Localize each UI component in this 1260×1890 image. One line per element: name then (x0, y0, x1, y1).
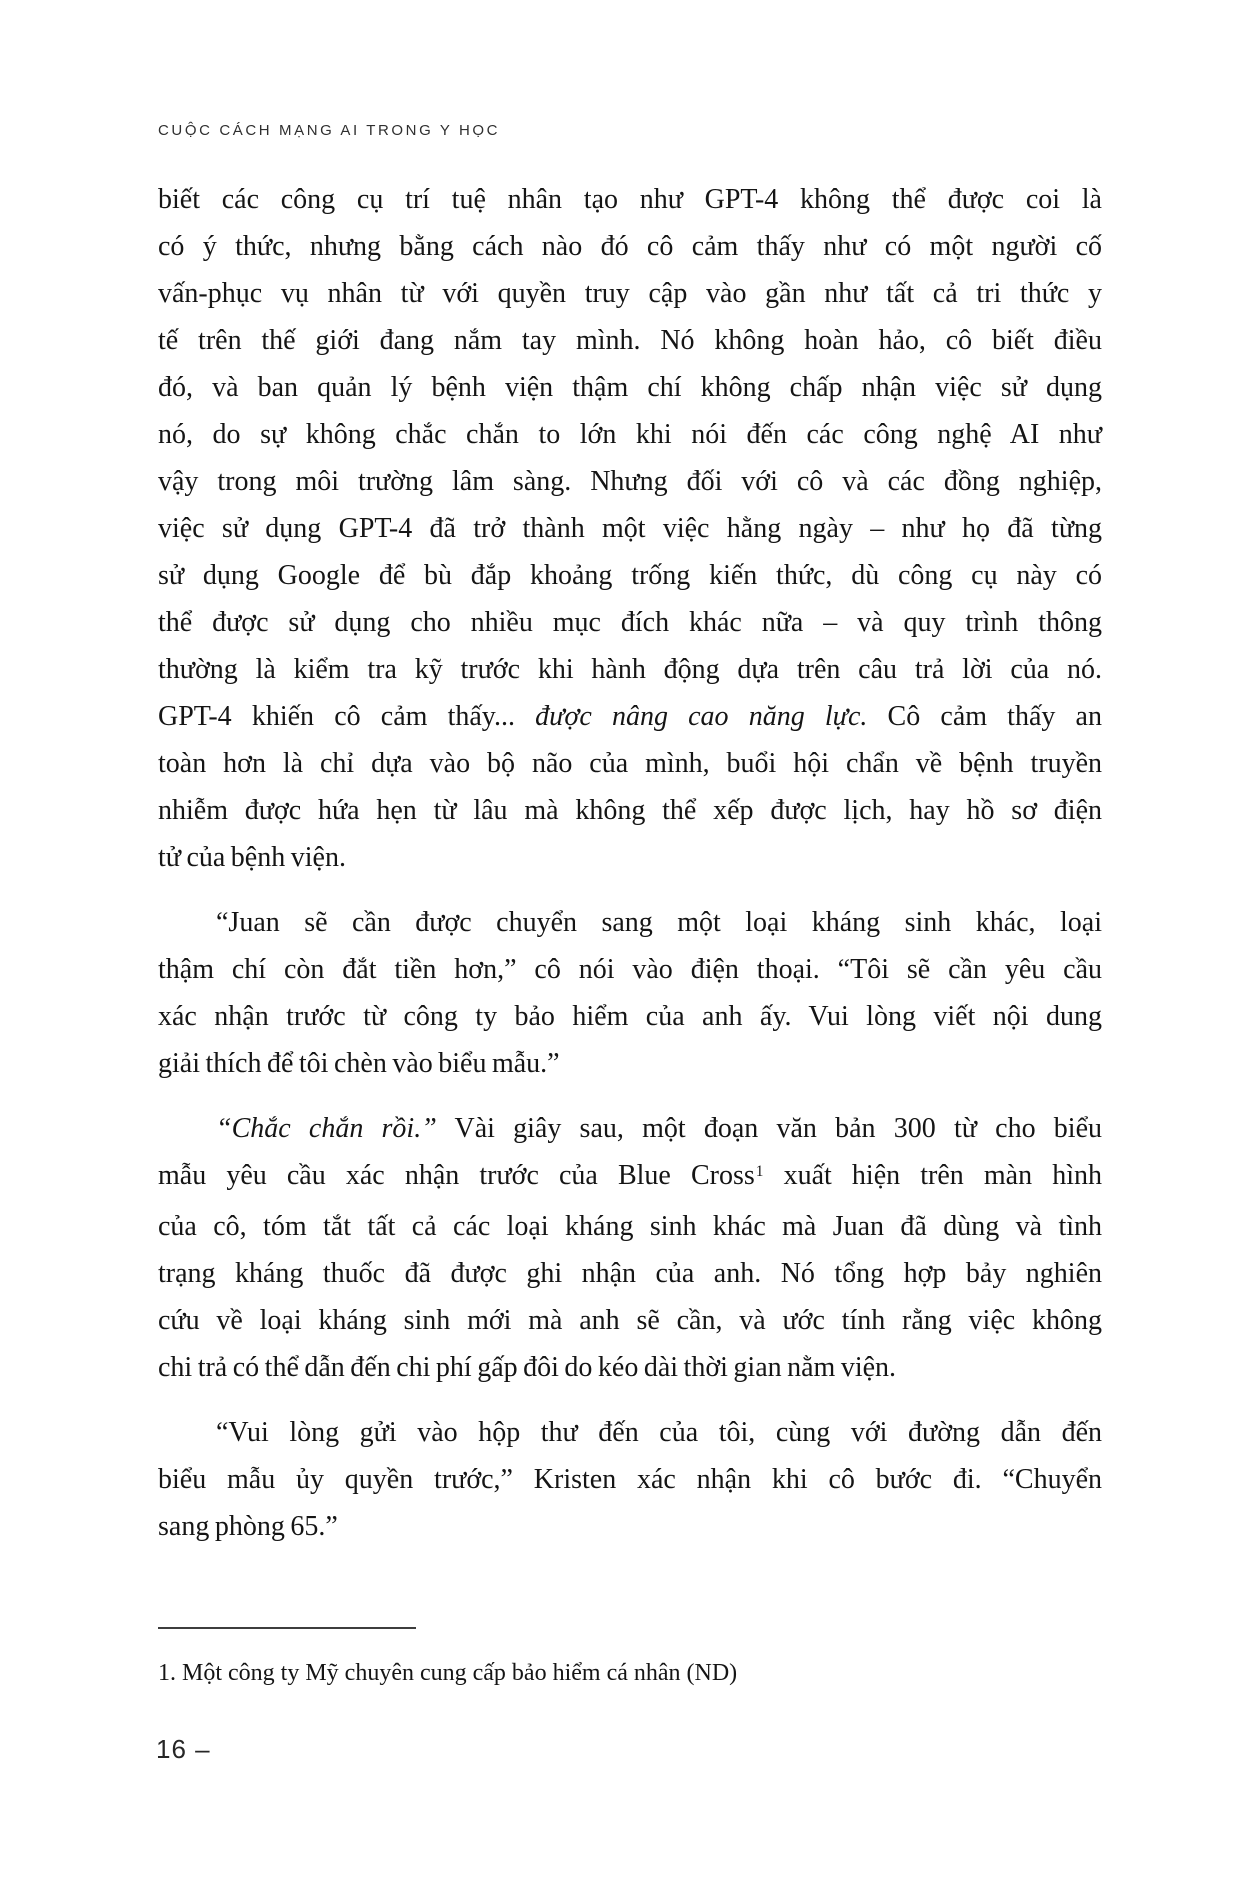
text-line (158, 1297, 1102, 1344)
text-line (158, 993, 1102, 1040)
text-run: “Vui lòng gửi vào hộp thư đến của tôi, cùng với đường dẫn đến (216, 1417, 1102, 1448)
text-run: thể được sử dụng cho nhiều mục đích khác nữa – và quy trình thông (158, 607, 1102, 638)
text-line (158, 1503, 1102, 1550)
text-run: vậy trong môi trường lâm sàng. Nhưng đối với cô và các đồng nghiệp, (158, 466, 1102, 497)
text-line (158, 1250, 1102, 1297)
text-line (158, 317, 1102, 364)
text-line (158, 740, 1102, 787)
text-line (158, 1152, 1102, 1203)
text-line (158, 223, 1102, 270)
text-run: được nâng cao năng lực. (535, 701, 868, 732)
text-line (158, 1203, 1102, 1250)
text-line (158, 1040, 1102, 1087)
text-run: GPT-4 khiến cô cảm thấy... (158, 701, 536, 732)
text-run: thường là kiểm tra kỹ trước khi hành động dựa trên câu trả lời của nó. (158, 654, 1102, 685)
footnote-reference: 1 (755, 1163, 764, 1181)
text-line (158, 1456, 1102, 1503)
paragraph (158, 176, 1102, 881)
text-run: sử dụng Google để bù đắp khoảng trống kiến thức, dù công cụ này có (158, 560, 1102, 591)
text-run: việc sử dụng GPT-4 đã trở thành một việc hằng ngày – như họ đã từng (158, 513, 1102, 544)
paragraph (158, 899, 1102, 1087)
page-number: 16 – (156, 1734, 211, 1764)
text-line (158, 834, 1102, 881)
text-line (158, 1409, 1102, 1456)
text-line (158, 552, 1102, 599)
running-header: CUỘC CÁCH MẠNG AI TRONG Y HỌC (158, 122, 501, 139)
text-run: giải thích để tôi chèn vào biểu mẫu.” (158, 1048, 560, 1079)
text-run: Cô cảm thấy an (867, 701, 1102, 732)
text-run: cứu về loại kháng sinh mới mà anh sẽ cần, và ước tính rằng việc không (158, 1305, 1102, 1336)
body-text (158, 176, 1102, 1550)
text-run: nhiễm được hứa hẹn từ lâu mà không thể xếp được lịch, hay hồ sơ điện (158, 795, 1102, 826)
text-line (158, 946, 1102, 993)
text-run: xác nhận trước từ công ty bảo hiểm của anh ấy. Vui lòng viết nội dung (158, 1001, 1102, 1032)
text-run: xuất hiện trên màn hình (763, 1160, 1102, 1191)
text-run: toàn hơn là chỉ dựa vào bộ não của mình, buổi hội chẩn về bệnh truyền (158, 748, 1102, 779)
text-run: Vài giây sau, một đoạn văn bản 300 từ cho biểu (436, 1113, 1102, 1144)
text-run: đó, và ban quản lý bệnh viện thậm chí không chấp nhận việc sử dụng (158, 372, 1102, 403)
text-run: có ý thức, nhưng bằng cách nào đó cô cảm thấy như có một người cố (158, 231, 1102, 262)
text-run: sang phòng 65.” (158, 1511, 338, 1542)
text-line (158, 458, 1102, 505)
text-run: vấn-phục vụ nhân từ với quyền truy cập vào gần như tất cả tri thức y (158, 278, 1102, 309)
text-line (158, 176, 1102, 223)
text-run: mẫu yêu cầu xác nhận trước của Blue Cross (158, 1160, 755, 1191)
text-run: tử của bệnh viện. (158, 842, 346, 873)
text-line (158, 599, 1102, 646)
footnote-separator (158, 1627, 416, 1629)
text-run: biểu mẫu ủy quyền trước,” Kristen xác nhận khi cô bước đi. “Chuyển (158, 1464, 1102, 1495)
paragraph (158, 1409, 1102, 1550)
text-run: thậm chí còn đắt tiền hơn,” cô nói vào điện thoại. “Tôi sẽ cần yêu cầu (158, 954, 1102, 985)
text-run: nó, do sự không chắc chắn to lớn khi nói đến các công nghệ AI như (158, 419, 1102, 450)
paragraph (158, 1105, 1102, 1391)
text-run: biết các công cụ trí tuệ nhân tạo như GPT-4 không thể được coi là (158, 184, 1102, 215)
text-line (158, 693, 1102, 740)
text-line (158, 505, 1102, 552)
text-line (158, 270, 1102, 317)
text-run: tế trên thế giới đang nắm tay mình. Nó không hoàn hảo, cô biết điều (158, 325, 1102, 356)
text-run: của cô, tóm tắt tất cả các loại kháng sinh khác mà Juan đã dùng và tình (158, 1211, 1102, 1242)
text-line (158, 411, 1102, 458)
text-line (158, 787, 1102, 834)
text-run: chi trả có thể dẫn đến chi phí gấp đôi do kéo dài thời gian nằm viện. (158, 1352, 897, 1383)
text-line (158, 1105, 1102, 1152)
text-line (158, 646, 1102, 693)
text-run: “Juan sẽ cần được chuyển sang một loại kháng sinh khác, loại (216, 907, 1102, 938)
footnote: 1. Một công ty Mỹ chuyên cung cấp bảo hiểm cá nhân (ND) (158, 1660, 738, 1686)
text-run: trạng kháng thuốc đã được ghi nhận của anh. Nó tổng hợp bảy nghiên (158, 1258, 1102, 1289)
text-run: “Chắc chắn rồi.” (216, 1113, 437, 1144)
text-line (158, 899, 1102, 946)
text-line (158, 364, 1102, 411)
text-line (158, 1344, 1102, 1391)
